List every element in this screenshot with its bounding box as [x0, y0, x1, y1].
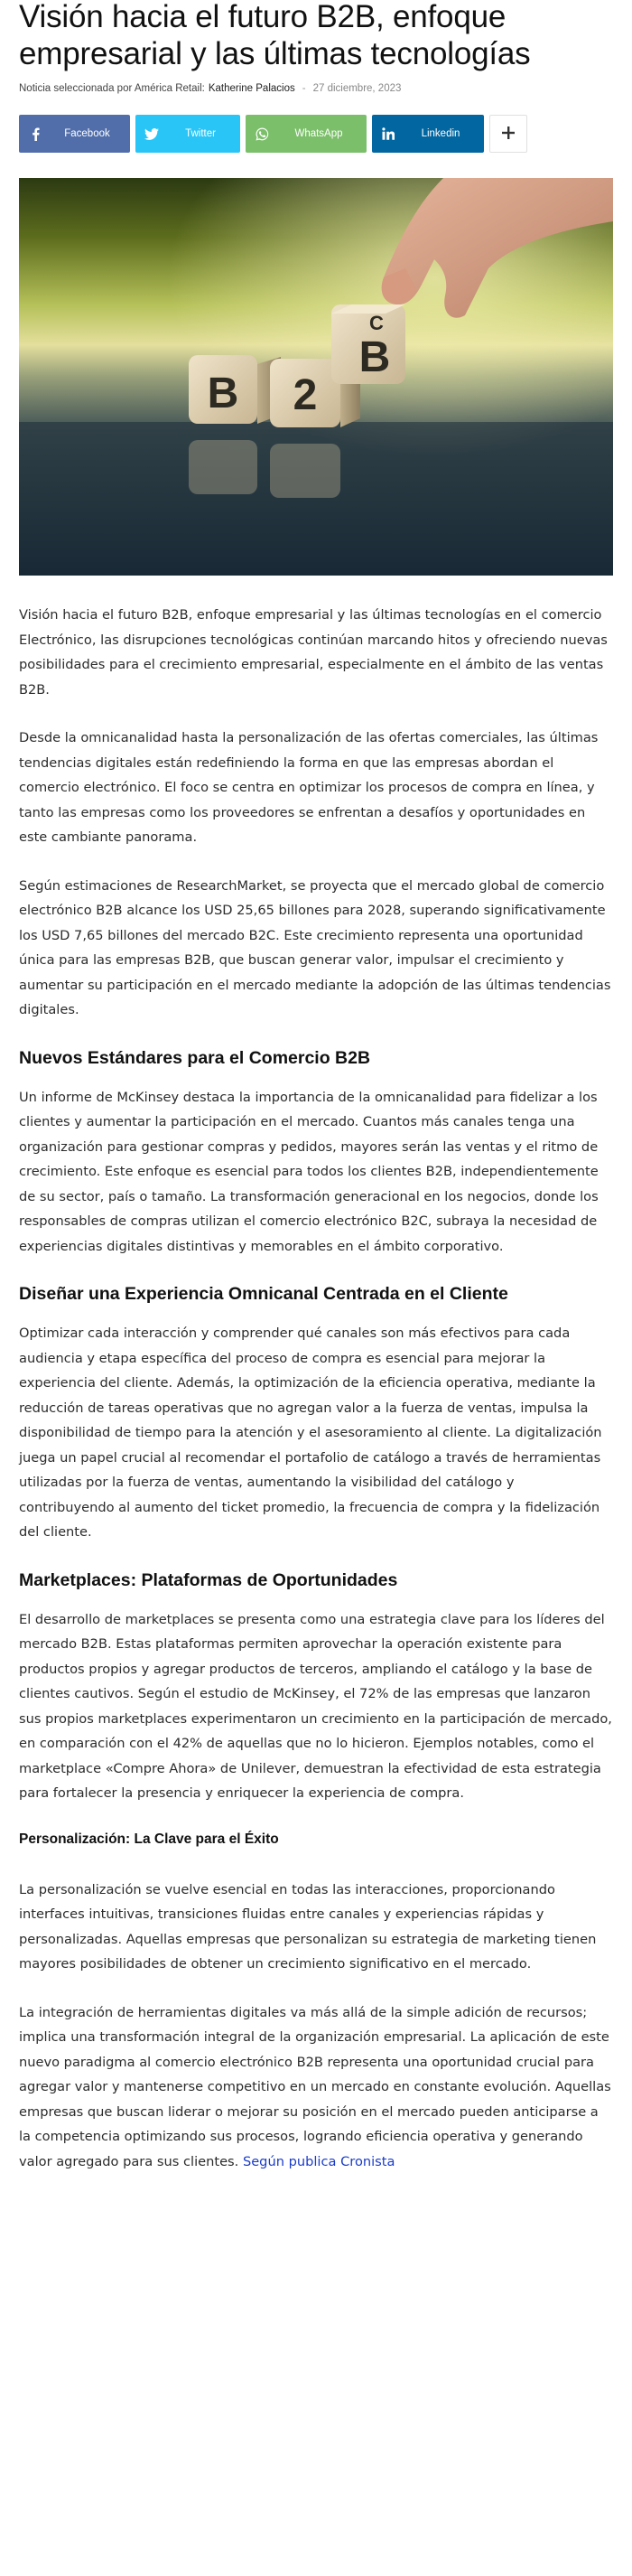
article-meta: [19, 83, 613, 94]
article-paragraph: Optimizar cada interacción y comprender qué canales son más efectivos para cada audiencia y etapa específica del proceso de compra es esencial para mejorar la experiencia del cliente. Además, la optimización de la eficiencia operativa, mediante la reducción de tareas operativas que no agregan valor a la fuerza de ventas, impulsa la disponibilidad de tiempo para la atención y el asesoramiento al cliente. La digitalización juega un papel crucial al recomendar el portafolio de catálogo a través de herramientas utilizadas por la fuerza de ventas, aumentando la visibilidad del catálogo y contribuyendo al aumento del ticket promedio, la frecuencia de compra y la fidelización del cliente.: [19, 1325, 602, 1540]
cube-b-left: [189, 355, 281, 424]
share-twitter-button[interactable]: [135, 115, 240, 153]
cube-letter-c: C: [369, 312, 384, 334]
article-title: Visión hacia el futuro B2B, enfoque empresarial y las últimas tecnologías: [19, 0, 531, 71]
plus-icon: [501, 126, 516, 143]
meta-separator: -: [302, 83, 306, 94]
facebook-icon: [19, 127, 51, 141]
share-more-button[interactable]: [489, 115, 527, 153]
cube-letter-2: 2: [293, 371, 318, 419]
share-whatsapp-label: WhatsApp: [294, 128, 343, 139]
share-facebook-button[interactable]: [19, 115, 130, 153]
article-paragraph-final: [19, 2000, 613, 2175]
article-body: [19, 603, 613, 2174]
article-paragraph: La personalización se vuelve esencial en todas las interacciones, proporcionando interfaces intuitivas, transiciones fluidas entre canales y experiencias rápidas y personalizadas. Aquellas empresas que personalizan su estrategia de marketing tienen mayores posibilidades de obtener un crecimiento significativo en el mercado.: [19, 1881, 597, 1972]
article-paragraph: Un informe de McKinsey destaca la importancia de la omnicanalidad para fidelizar a los clientes y aumentar la participación en el mercado. Cuantos más canales tenga una organización para gestionar compras y pedidos, mayores serán las ventas y el ritmo de crecimiento. Este enfoque es esencial para todos los clientes B2B, independientemente de su sector, país o tamaño. La transformación generacional en los negocios, donde los responsables de compras utilizan el comercio electrónico B2C, subraya la necesidad de experiencias digitales distintivas y memorables en el ámbito corporativo.: [19, 1089, 599, 1254]
twitter-icon: [135, 128, 168, 140]
cube-b-held: [331, 304, 405, 384]
whatsapp-icon: [246, 127, 278, 141]
share-whatsapp-button[interactable]: [246, 115, 367, 153]
final-paragraph-text: La integración de herramientas digitales va más allá de la simple adición de recursos; implica una transformación integral de la organización empresarial. La aplicación de este nuevo paradigma al comercio electrónico B2B representa una oportunidad crucial para agregar valor y mantenerse competitivo en un mercado en constante evolución. Aquellas empresas que buscan liderar o mejorar su posición en el mercado pueden anticiparse a la competencia optimizando sus procesos, logrando eficiencia operativa y generando valor agregado para sus clientes.: [19, 2004, 611, 2169]
share-bar: [19, 115, 613, 153]
cube-letter-b1: B: [207, 370, 239, 417]
source-link[interactable]: Según publica Cronista: [242, 2153, 395, 2169]
hero-illustration: [19, 178, 613, 576]
article-paragraph: El desarrollo de marketplaces se presenta como una estrategia clave para los líderes del mercado B2B. Estas plataformas permiten aprovechar la operación existente para productos propios y agregar productos de terceros, ampliando el catálogo y la base de clientes cautivos. Según el estudio de McKinsey, el 72% de las empresas que lanzaron sus propios marketplaces experimentaron un crecimiento en la participación de mercado, en comparación con el 42% de aquellas que no lo hicieron. Ejemplos notables, como el marketplace «Compre Ahora» de Unilever, demuestran la efectividad de esta estrategia para fortalecer la presencia y enriquecer la experiencia de compra.: [19, 1611, 612, 1801]
share-linkedin-label: Linkedin: [421, 128, 460, 139]
share-facebook-label: Facebook: [64, 128, 110, 139]
hero-image: [19, 178, 613, 576]
share-linkedin-button[interactable]: [372, 115, 484, 153]
article-paragraph: Según estimaciones de ResearchMarket, se proyecta que el mercado global de comercio electrónico B2B alcance los USD 25,65 billones para 2028, superando significativamente los USD 7,65 billones del mercado B2C. Este crecimiento representa una oportunidad única para las empresas B2B, que buscan generar valor, impulsar el crecimiento y aumentar su participación en el mercado mediante la adopción de las últimas tendencias digitales.: [19, 877, 611, 1017]
share-twitter-label: Twitter: [185, 128, 216, 139]
article-paragraph: Desde la omnicanalidad hasta la personalización de las ofertas comerciales, las últimas tendencias digitales están redefiniendo la forma en que las empresas abordan el comercio electrónico. El foco se centra en optimizar los procesos de compra en línea, y tanto las empresas como los proveedores se enfrentan a desafíos y oportunidades en este cambiante panorama.: [19, 730, 599, 845]
subsection-heading: Personalización: La Clave para el Éxito: [19, 1831, 279, 1847]
linkedin-icon: [372, 127, 404, 140]
section-heading: Marketplaces: Plataformas de Oportunidades: [19, 1569, 398, 1590]
cube-letter-b2: B: [358, 333, 391, 381]
author-link[interactable]: Katherine Palacios: [208, 83, 295, 94]
meta-prefix: Noticia seleccionada por América Retail:: [19, 83, 205, 94]
publish-date: 27 diciembre, 2023: [312, 83, 402, 94]
section-heading: Diseñar una Experiencia Omnicanal Centrada en el Cliente: [19, 1284, 508, 1304]
article-paragraph: Visión hacia el futuro B2B, enfoque empresarial y las últimas tecnologías en el comercio Electrónico, las disrupciones tecnológicas continúan marcando hitos y ofreciendo nuevas posibilidades para el crecimiento empresarial, especialmente en el ámbito de las ventas B2B.: [19, 607, 608, 698]
section-heading: Nuevos Estándares para el Comercio B2B: [19, 1047, 371, 1068]
